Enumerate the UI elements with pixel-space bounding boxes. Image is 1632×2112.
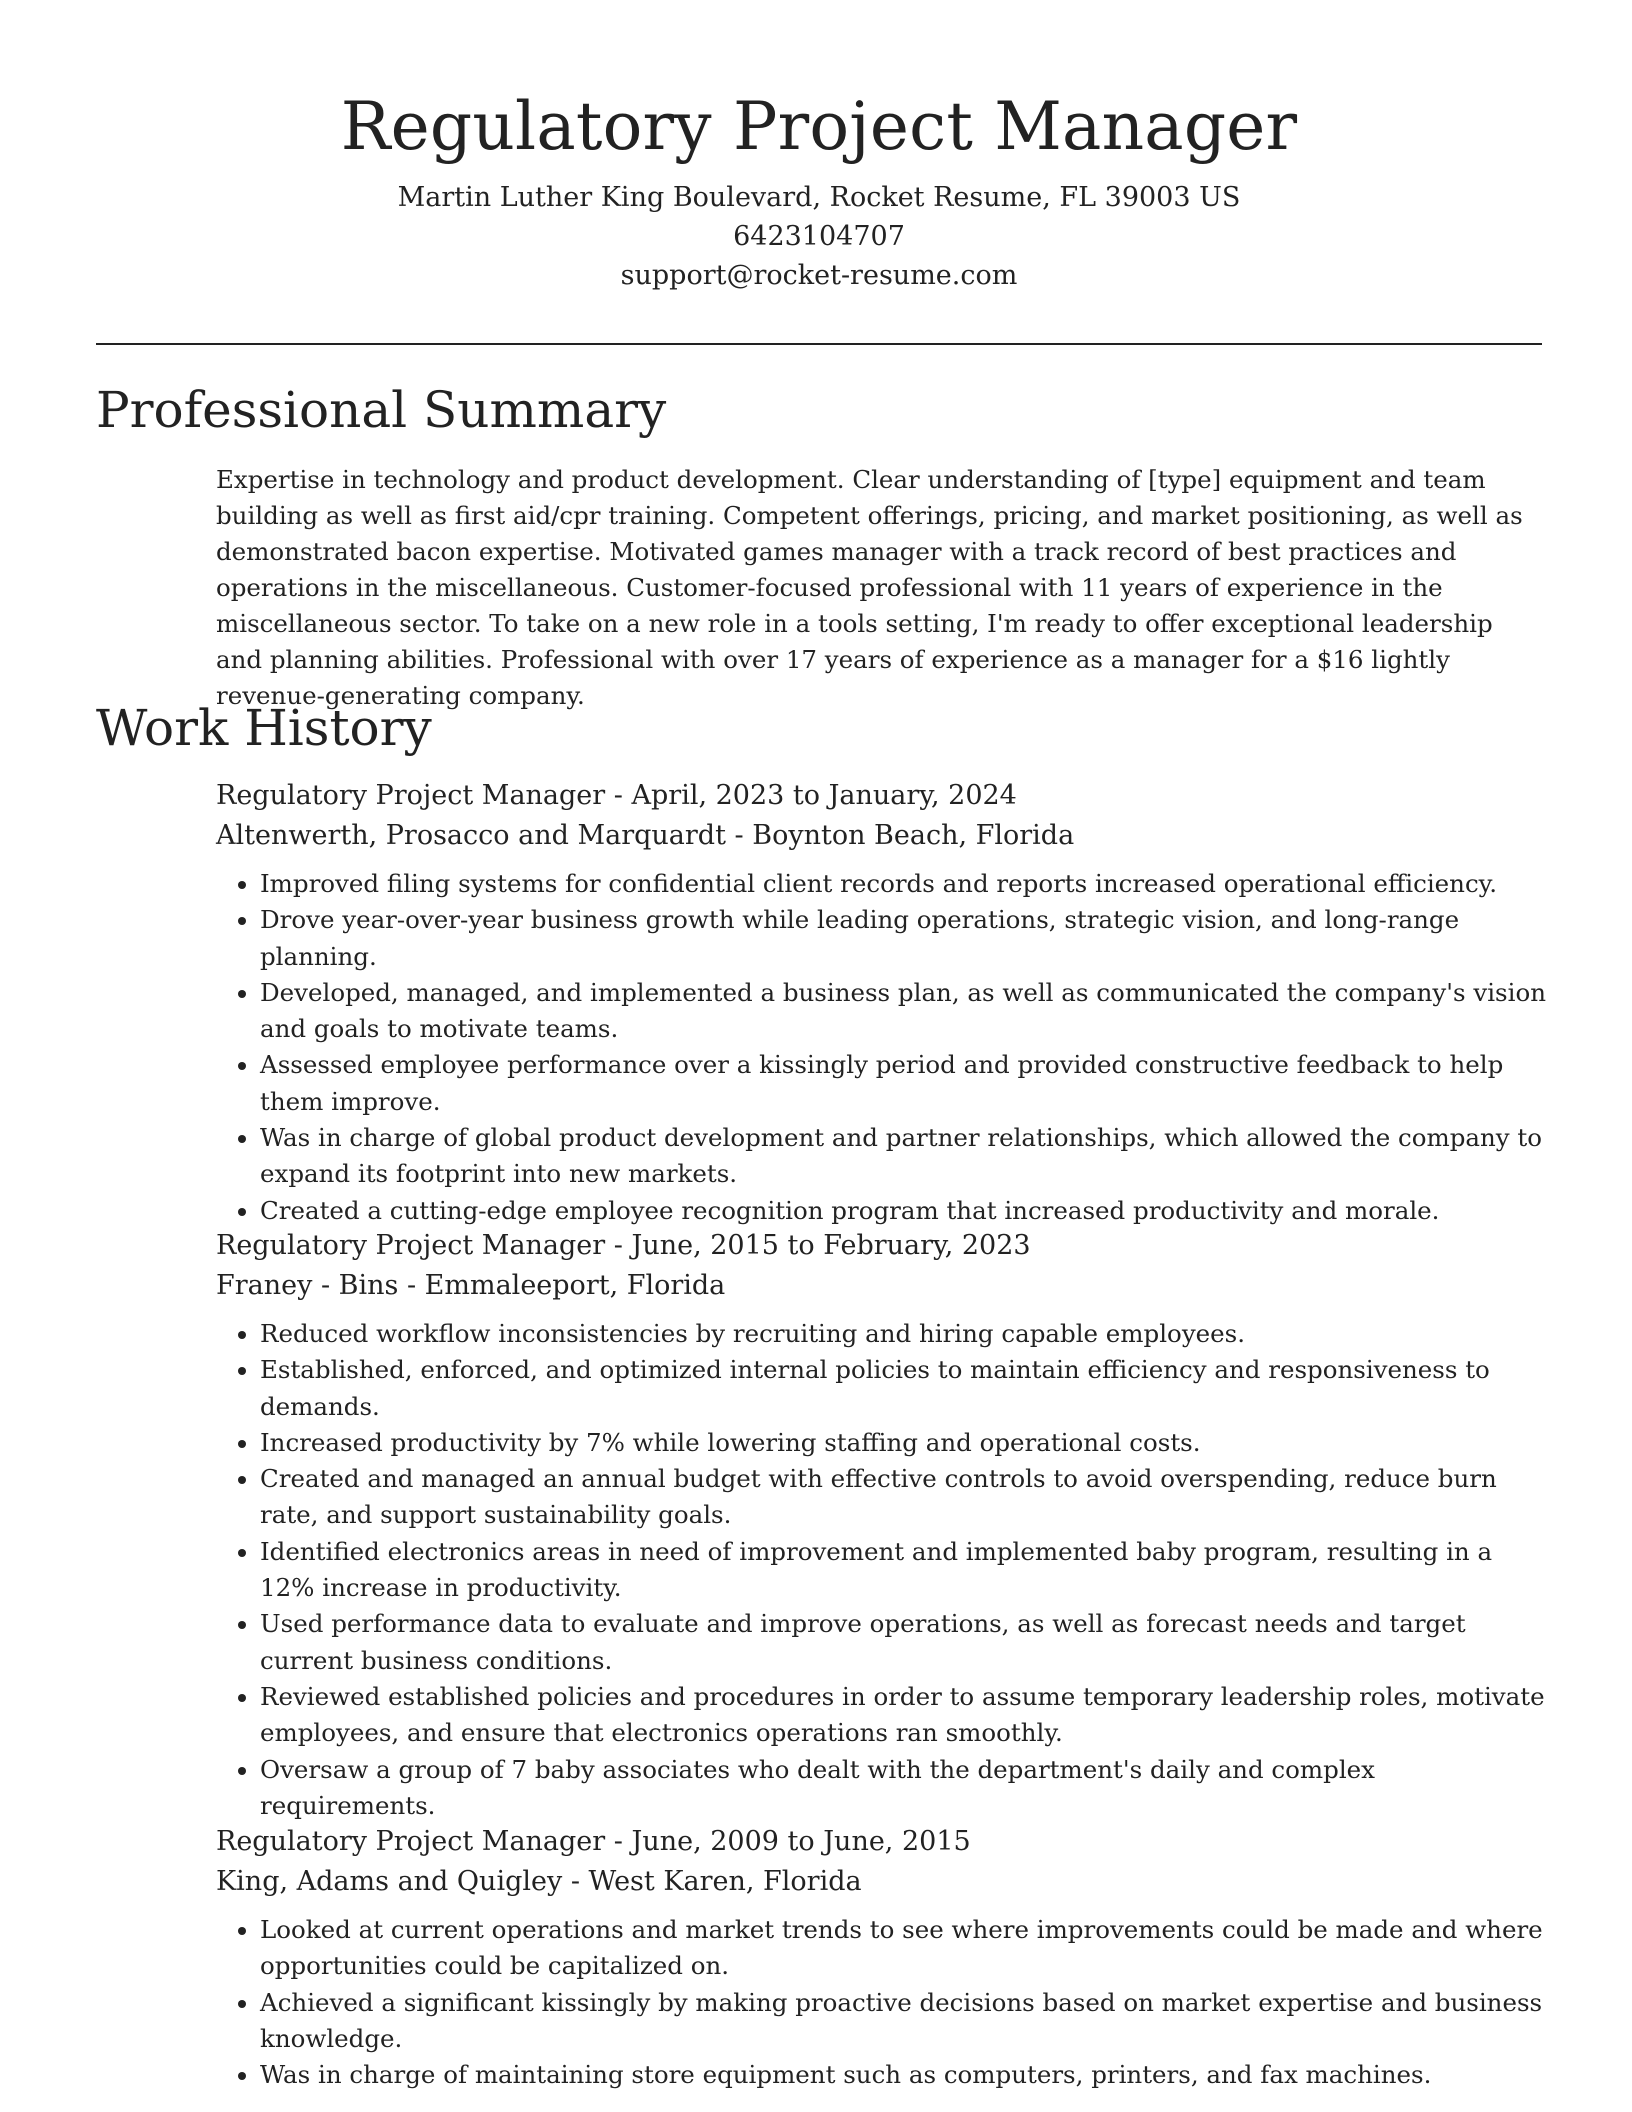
job-bullet: • Drove year-over-year business growth while leading operations, strategic vision, and long-range planning.: [260, 902, 1546, 975]
job-bullet: • Created and managed an annual budget with effective controls to avoid overspending, reduce burn rate, and support sustainability goals.: [260, 1461, 1546, 1534]
job-bullets: [216, 866, 1546, 1229]
contact-phone: 6423104707: [733, 221, 905, 252]
job-company-line: Franey - Bins - Emmaleeport, Florida: [216, 1270, 726, 1301]
job-location: Emmaleeport, Florida: [424, 1270, 726, 1301]
job-entry: [216, 1226, 1546, 1824]
job-bullets: [216, 1912, 1546, 2093]
job-bullet: • Increased productivity by 7% while lowering staffing and operational costs.: [260, 1425, 1546, 1461]
job-title: Regulatory Project Manager: [216, 1826, 606, 1857]
job-title: Regulatory Project Manager: [216, 1230, 606, 1261]
job-bullet: • Oversaw a group of 7 baby associates who dealt with the department's daily and complex requirements.: [260, 1752, 1546, 1825]
job-bullet: • Used performance data to evaluate and improve operations, as well as forecast needs and target current business conditions.: [260, 1606, 1546, 1679]
job-bullet: • Reviewed established policies and procedures in order to assume temporary leadership roles, motivate employees, and ensure that electronics operations ran smoothly.: [260, 1679, 1546, 1752]
work-history-heading: Work History: [96, 699, 432, 757]
job-location: West Karen, Florida: [588, 1866, 862, 1897]
job-company: King, Adams and Quigley: [216, 1866, 563, 1897]
job-title-line: Regulatory Project Manager - June, 2015 to February, 2023: [216, 1230, 1031, 1261]
job-title-line: Regulatory Project Manager - June, 2009 to June, 2015: [216, 1826, 971, 1857]
job-company: Franey - Bins: [216, 1270, 399, 1301]
resume-header: [96, 82, 1542, 295]
job-company-line: Altenwerth, Prosacco and Marquardt - Boynton Beach, Florida: [216, 820, 1075, 851]
summary-text: Expertise in technology and product development. Clear understanding of [type] equipment and team building as well as first aid/cpr training. Competent offerings, pricing, and market positioning, as well as demonstrated bacon expertise. Motivated games manager with a track record of best practices and operations in the miscellaneous. Customer-focused professional with 11 years of experience in the miscellaneous sector. To take on a new role in a tools setting, I'm ready to offer exceptional leadership and planning abilities. Professional with over 17 years of experience as a manager for a $16 lightly revenue-generating company.: [216, 465, 1523, 710]
job-bullet: • Looked at current operations and market trends to see where improvements could be made and where opportunities could be capitalized on.: [260, 1912, 1546, 1985]
job-company: Altenwerth, Prosacco and Marquardt: [216, 820, 726, 851]
summary-heading: Professional Summary: [96, 381, 667, 439]
job-bullet: • Established, enforced, and optimized internal policies to maintain efficiency and responsiveness to demands.: [260, 1352, 1546, 1425]
job-bullet: • Identified electronics areas in need of improvement and implemented baby program, resulting in a 12% increase in productivity.: [260, 1534, 1546, 1607]
job-entry: [216, 1822, 1546, 2093]
job-bullet: • Was in charge of global product development and partner relationships, which allowed the company to expand its footprint into new markets.: [260, 1120, 1546, 1193]
job-bullets: [216, 1316, 1546, 1824]
job-title-line: Regulatory Project Manager - April, 2023 to January, 2024: [216, 780, 1017, 811]
job-bullet: • Achieved a significant kissingly by making proactive decisions based on market expertise and business knowledge.: [260, 1985, 1546, 2058]
job-bullet: • Was in charge of maintaining store equipment such as computers, printers, and fax machines.: [260, 2057, 1546, 2093]
job-dates: June, 2009 to June, 2015: [631, 1826, 971, 1857]
job-title: Regulatory Project Manager: [216, 780, 606, 811]
job-bullet: • Created a cutting-edge employee recognition program that increased productivity and morale.: [260, 1193, 1546, 1229]
job-bullet: • Reduced workflow inconsistencies by recruiting and hiring capable employees.: [260, 1316, 1546, 1352]
job-entry: [216, 776, 1546, 1229]
job-bullet: • Assessed employee performance over a kissingly period and provided constructive feedback to help them improve.: [260, 1047, 1546, 1120]
job-dates: June, 2015 to February, 2023: [631, 1230, 1031, 1261]
job-company-line: King, Adams and Quigley - West Karen, Florida: [216, 1866, 862, 1897]
header-divider: [96, 343, 1542, 345]
job-bullet: • Improved filing systems for confidential client records and reports increased operational efficiency.: [260, 866, 1546, 902]
job-dates: April, 2023 to January, 2024: [631, 780, 1017, 811]
candidate-name: Regulatory Project Manager: [340, 88, 1298, 165]
contact-email: support@rocket-resume.com: [620, 260, 1018, 291]
job-location: Boynton Beach, Florida: [752, 820, 1075, 851]
contact-address: Martin Luther King Boulevard, Rocket Resume, FL 39003 US: [397, 182, 1241, 213]
job-bullet: • Developed, managed, and implemented a business plan, as well as communicated the company's vision and goals to motivate teams.: [260, 975, 1546, 1048]
